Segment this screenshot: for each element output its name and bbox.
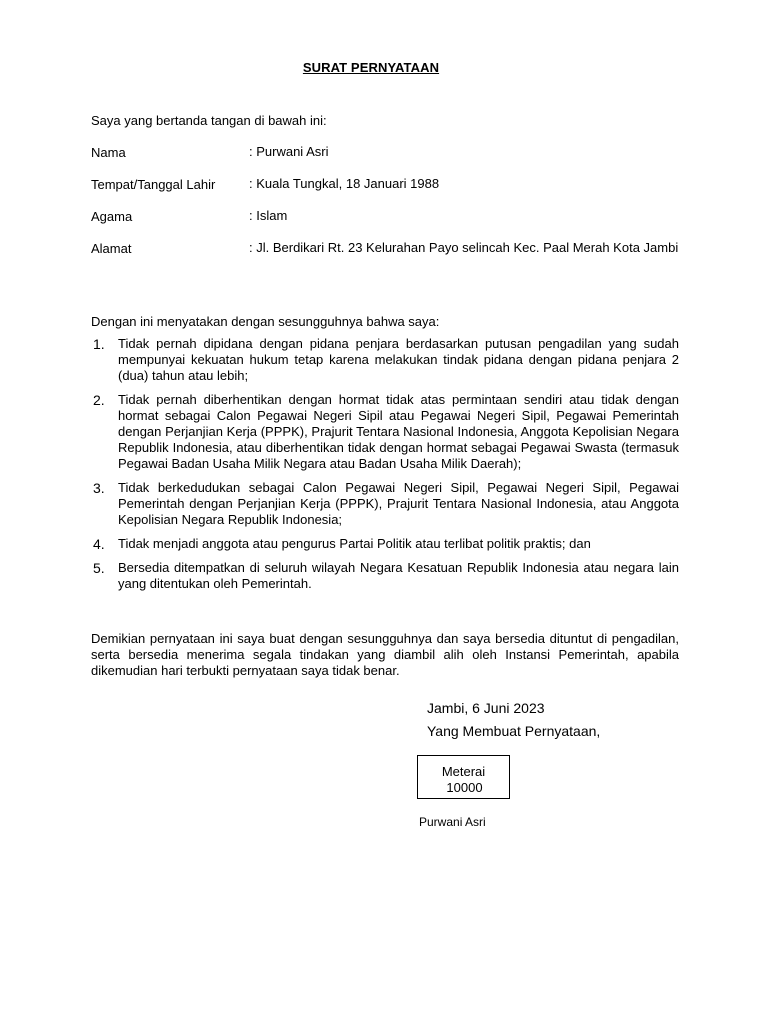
stamp-box	[417, 755, 510, 799]
list-text: Tidak pernah diberhentikan dengan hormat tidak atas permintaan sendiri atau tidak dengan hormat sebagai Calon Pegawai Negeri Sipil atau Pegawai Negeri Sipil, Pegawai Pemerintah dengan Perjanjian Kerja (PPPK), Prajurit Tentara Nasional Indonesia, Anggota Kepolisian Negara Republik Indonesia, atau diberhentikan tidak dengan hormat sebagai Pegawai Swasta (termasuk Pegawai Badan Usaha Milik Negara atau Badan Usaha Milik Daerah);	[118, 392, 679, 471]
list-item	[91, 480, 679, 528]
field-label: Nama	[91, 145, 126, 160]
closing-paragraph: Demikian pernyataan ini saya buat dengan sesungguhnya dan saya bersedia dituntut di pengadilan, serta bersedia menerima segala tindakan yang diambil alih oleh Instansi Pemerintah, apabila dikemudian hari terbukti pernyataan saya tidak benar.	[91, 631, 679, 678]
list-item	[91, 336, 679, 384]
list-item	[91, 536, 679, 552]
field-label: Agama	[91, 209, 133, 224]
list-number: 4.	[93, 536, 105, 552]
list-number: 1.	[93, 336, 105, 352]
document-title: SURAT PERNYATAAN	[302, 60, 440, 75]
field-label: Alamat	[91, 241, 132, 256]
statement-list	[91, 336, 679, 600]
field-label: Tempat/Tanggal Lahir	[91, 177, 216, 192]
list-text: Tidak pernah dipidana dengan pidana penjara berdasarkan putusan pengadilan yang sudah mempunyai kekuatan hukum tetap karena melakukan tindak pidana dengan pidana penjara 2 (dua) tahun atau lebih;	[118, 336, 679, 383]
list-text: Tidak menjadi anggota atau pengurus Partai Politik atau terlibat politik praktis; dan	[118, 536, 591, 551]
intro-text: Saya yang bertanda tangan di bawah ini:	[91, 113, 327, 128]
maker-label: Yang Membuat Pernyataan,	[427, 723, 601, 739]
list-item	[91, 560, 679, 592]
list-number: 2.	[93, 392, 105, 408]
field-value: : Jl. Berdikari Rt. 23 Kelurahan Payo selincah Kec. Paal Merah Kota Jambi	[249, 240, 679, 255]
list-number: 3.	[93, 480, 105, 496]
stamp-line-1: Meterai	[441, 764, 486, 779]
field-value: : Islam	[249, 208, 288, 223]
field-value: : Purwani Asri	[249, 144, 329, 159]
list-item	[91, 392, 679, 472]
stamp-line-2: 10000	[446, 780, 483, 795]
place-date: Jambi, 6 Juni 2023	[427, 700, 545, 716]
field-value: : Kuala Tungkal, 18 Januari 1988	[249, 176, 440, 191]
signer-name: Purwani Asri	[419, 815, 486, 829]
list-text: Bersedia ditempatkan di seluruh wilayah Negara Kesatuan Republik Indonesia atau negara lain yang ditentukan oleh Pemerintah.	[118, 560, 679, 591]
list-number: 5.	[93, 560, 105, 576]
statement-intro: Dengan ini menyatakan dengan sesungguhnya bahwa saya:	[91, 314, 440, 329]
list-text: Tidak berkedudukan sebagai Calon Pegawai Negeri Sipil, Pegawai Negeri Sipil, Pegawai Pemerintah dengan Perjanjian Kerja (PPPK), Prajurit Tentara Nasional Indonesia, atau Anggota Kepolisian Negara Republik Indonesia;	[118, 480, 679, 527]
